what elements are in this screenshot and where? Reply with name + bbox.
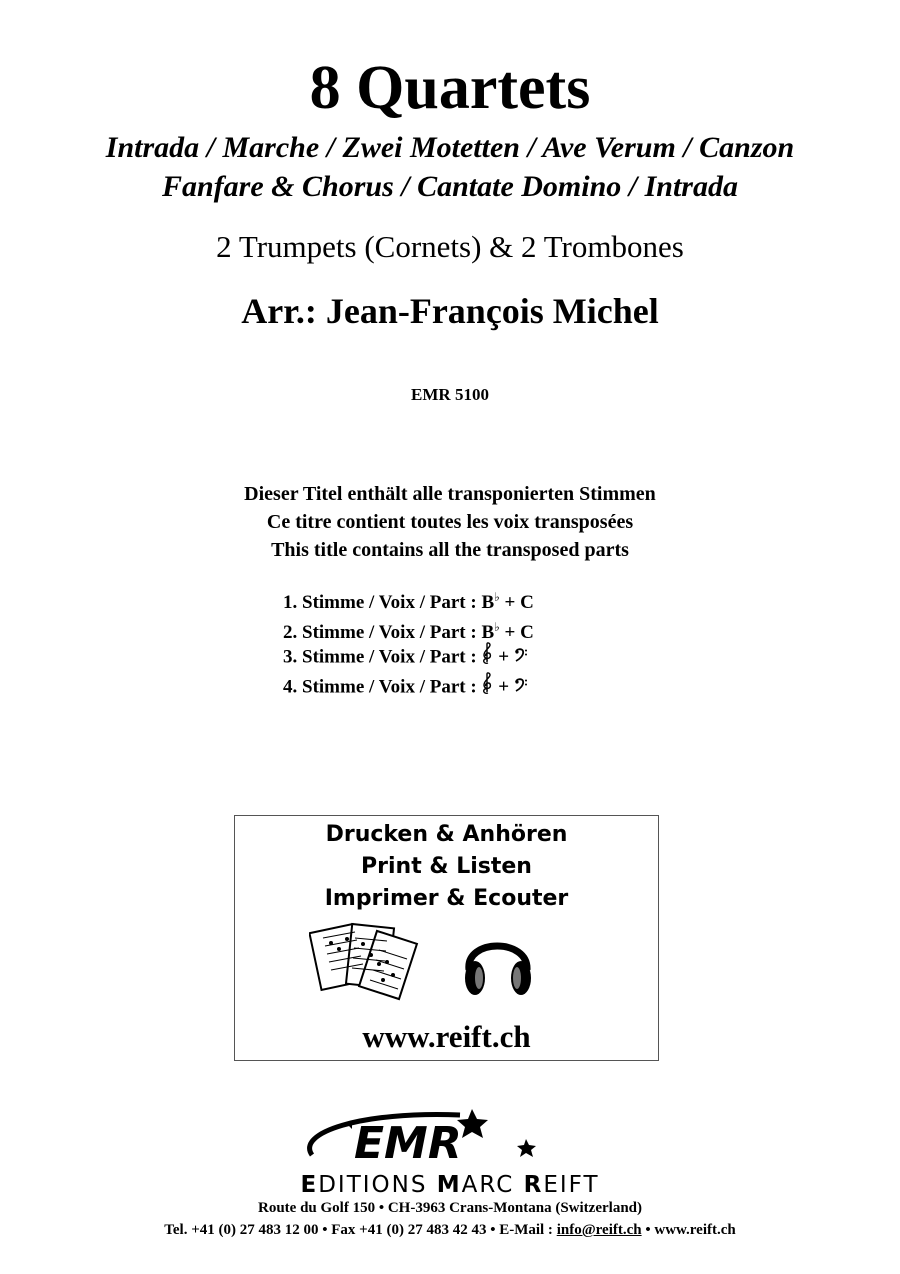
- part-item: [283, 642, 534, 672]
- arranger: Arr.: Jean-François Michel: [241, 291, 659, 331]
- sheet-music-icon: [309, 920, 421, 1007]
- headphones-icon: [461, 924, 535, 1005]
- publisher-contact: Tel. +41 (0) 27 483 12 00 • Fax +41 (0) 27 483 42 43 • E-Mail : info@reift.ch • www.reift.ch: [164, 1222, 736, 1238]
- page-title: 8 Quartets: [309, 54, 591, 122]
- treble-clef-icon: [481, 642, 493, 674]
- print-listen-box: [234, 815, 659, 1061]
- subtitle-line-2: Fanfare & Chorus / Cantate Domino / Intrada: [162, 170, 738, 203]
- part-label: 4. Stimme / Voix / Part :: [283, 676, 482, 698]
- parts-list: [283, 582, 534, 702]
- part-item: [283, 582, 534, 612]
- flat-icon: ♭: [494, 590, 500, 604]
- b-note: B: [481, 592, 495, 613]
- plus-sign: +: [499, 622, 521, 643]
- logo-text: EMR: [354, 1118, 462, 1167]
- part-item: [283, 612, 534, 642]
- bass-clef-icon: [514, 643, 528, 673]
- promo-line-english: Print & Listen: [361, 854, 532, 879]
- plus-sign: +: [493, 676, 514, 698]
- c-note: C: [520, 622, 534, 643]
- notice-german: Dieser Titel enthält alle transponierten Stimmen: [244, 483, 656, 505]
- flat-icon: ♭: [494, 620, 500, 634]
- promo-line-french: Imprimer & Ecouter: [324, 886, 569, 911]
- instrumentation: 2 Trumpets (Cornets) & 2 Trombones: [216, 229, 684, 264]
- bass-clef-icon: [514, 673, 528, 703]
- publisher-address: Route du Golf 150 • CH-3963 Crans-Montana (Switzerland): [258, 1200, 642, 1216]
- subtitle-line-1: Intrada / Marche / Zwei Motetten / Ave Verum / Canzon: [105, 131, 795, 164]
- part-label: 1. Stimme / Voix / Part :: [283, 592, 482, 613]
- notice-english: This title contains all the transposed parts: [271, 539, 629, 561]
- emr-logo: [290, 1105, 560, 1172]
- notice-french: Ce titre contient toutes les voix transposées: [266, 511, 634, 533]
- website-link[interactable]: www.reift.ch: [362, 1019, 531, 1054]
- treble-clef-icon: [481, 672, 493, 704]
- part-label: 2. Stimme / Voix / Part :: [283, 622, 482, 643]
- b-note: B: [481, 622, 495, 643]
- part-item: [283, 672, 534, 702]
- email-link[interactable]: info@reift.ch: [556, 1222, 642, 1238]
- c-note: C: [520, 592, 534, 613]
- publisher-name: EDITIONS MARC REIFT: [300, 1172, 600, 1198]
- catalog-code: EMR 5100: [411, 385, 489, 404]
- plus-sign: +: [493, 646, 514, 668]
- promo-line-german: Drucken & Anhören: [325, 822, 568, 847]
- part-label: 3. Stimme / Voix / Part :: [283, 646, 482, 668]
- plus-sign: +: [499, 592, 521, 613]
